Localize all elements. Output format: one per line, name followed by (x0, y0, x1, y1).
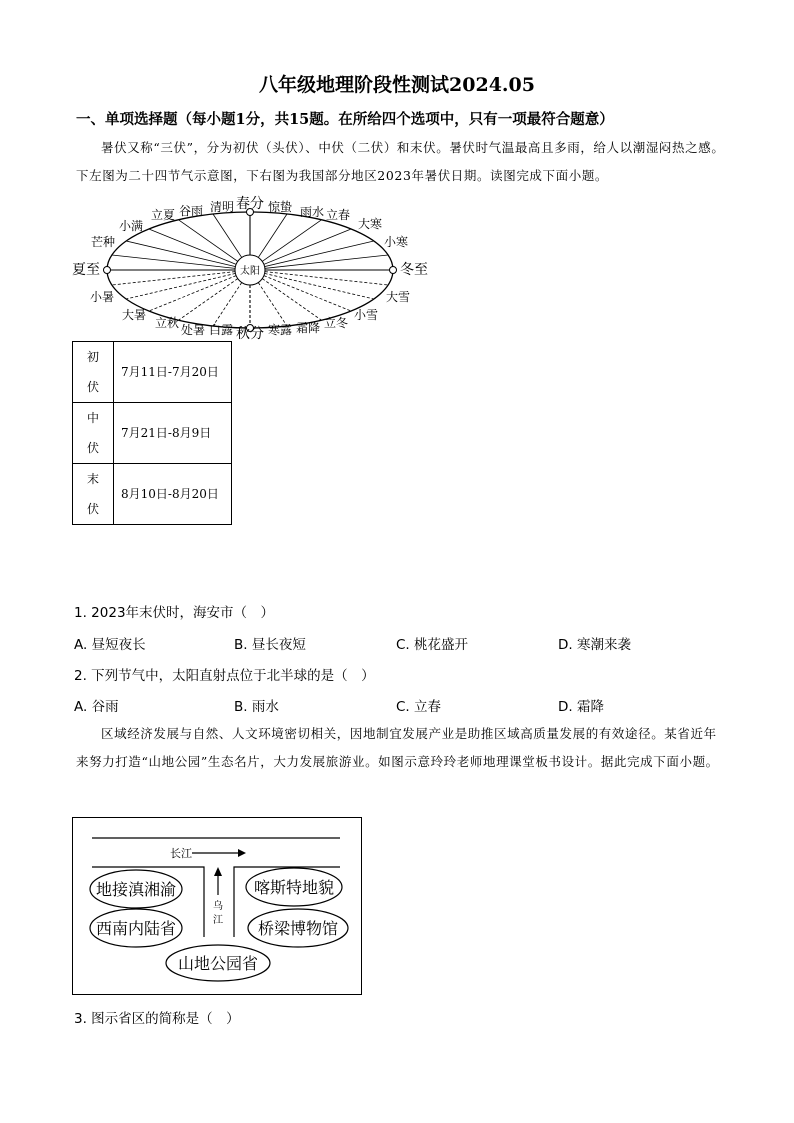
orbit-spoke (250, 270, 351, 311)
orbit-spoke (126, 241, 250, 270)
table-row (73, 403, 232, 464)
question-3-stem: 3. 图示省区的简称是（ ） (74, 1011, 240, 1027)
question-1-stem: 1. 2023年末伏时，海安市（ ） (74, 605, 275, 621)
period-dates-cell: 7月21日-8月9日 (114, 403, 232, 464)
q1-option-d[interactable]: D. 寒潮来袭 (558, 637, 631, 653)
period-dates-cell: 7月11日-7月20日 (114, 342, 232, 403)
term-label: 处暑 (180, 323, 206, 337)
q2-option-b[interactable]: B. 雨水 (234, 699, 279, 715)
table-row (73, 464, 232, 525)
page-title: 八年级地理阶段性测试2024.05 (259, 74, 535, 96)
sun-label: 太阳 (240, 266, 260, 277)
wujiang-label-1: 乌 (213, 901, 223, 912)
node-label: 西南内陆省 (95, 919, 177, 938)
q1-option-c[interactable]: C. 桃花盛开 (396, 637, 469, 653)
term-label: 大暑 (121, 308, 147, 322)
arrow-head-icon (214, 867, 222, 876)
node-label: 喀斯特地貌 (253, 878, 335, 897)
term-label: 小雪 (353, 308, 379, 322)
period-name-cell: 初 伏 (73, 342, 114, 403)
term-label: 小满 (118, 219, 144, 233)
intro-paragraph-1: 暑伏又称“三伏”，分为初伏（头伏）、中伏（二伏）和末伏。暑伏时气温最高且多雨，给人以潮湿闷热之感。下左图为二十四节气示意图，下右图为我国部分地区2023年暑伏日期。读图完成下面小题。 (76, 140, 725, 183)
yangtze-label: 长江 (170, 847, 192, 860)
orbit-spoke (250, 270, 374, 299)
arrow-head-icon (238, 849, 246, 857)
period-name-cell: 中 伏 (73, 403, 114, 464)
term-label: 小暑 (89, 290, 115, 304)
term-label: 清明 (209, 200, 235, 214)
orbit-spoke (250, 255, 388, 270)
solar-terms-diagram (70, 195, 440, 345)
q1-option-b[interactable]: B. 昼长夜短 (234, 637, 306, 653)
term-label: 立夏 (150, 208, 176, 222)
term-label: 冬至 (400, 262, 428, 278)
term-label: 雨水 (299, 205, 325, 219)
orbit-spoke (126, 270, 250, 299)
term-label: 立秋 (154, 316, 180, 330)
table-row (73, 342, 232, 403)
term-label: 寒露 (267, 323, 293, 337)
winter-solstice-marker (390, 267, 397, 274)
q2-option-c[interactable]: C. 立春 (396, 699, 442, 715)
fu-dates-table (72, 341, 232, 525)
orbit-spoke (250, 270, 388, 285)
term-label: 春分 (236, 196, 264, 212)
term-label: 霜降 (295, 321, 321, 335)
term-label: 惊蛰 (267, 200, 293, 214)
term-label: 夏至 (72, 262, 100, 278)
summer-solstice-marker (104, 267, 111, 274)
term-label: 秋分 (236, 326, 264, 342)
term-label: 立冬 (323, 316, 349, 330)
term-label: 芒种 (90, 235, 116, 249)
node-label: 桥梁博物馆 (257, 919, 339, 938)
blackboard-diagram (72, 817, 362, 995)
term-label: 大寒 (357, 217, 383, 231)
term-label: 小寒 (383, 235, 409, 249)
orbit-spoke (112, 270, 250, 285)
orbit-spoke (149, 270, 250, 311)
section-heading: 一、单项选择题（每小题1分，共15题。在所给四个选项中，只有一项最符合题意） (76, 111, 614, 128)
q2-option-a[interactable]: A. 谷雨 (74, 699, 119, 715)
term-label: 大雪 (385, 290, 411, 304)
orbit-spoke (250, 241, 374, 270)
question-2-stem: 2. 下列节气中，太阳直射点位于北半球的是（ ） (74, 668, 375, 684)
period-name-cell: 末 伏 (73, 464, 114, 525)
q2-option-d[interactable]: D. 霜降 (558, 699, 604, 715)
term-label: 谷雨 (178, 204, 204, 218)
orbit-spoke (112, 255, 250, 270)
period-dates-cell: 8月10日-8月20日 (114, 464, 232, 525)
wujiang-label-2: 江 (213, 915, 223, 926)
node-label: 地接滇湘渝 (95, 880, 177, 899)
node-label: 山地公园省 (177, 954, 259, 973)
intro-paragraph-2: 区域经济发展与自然、人文环境密切相关，因地制宜发展产业是助推区域高质量发展的有效途径。某省近年来努力打造“山地公园”生态名片，大力发展旅游业。如图示意玲玲老师地理课堂板书设计。据此完成下面小题。 (76, 726, 719, 769)
term-label: 立春 (325, 208, 351, 222)
term-label: 白露 (208, 323, 234, 337)
q1-option-a[interactable]: A. 昼短夜长 (74, 637, 146, 653)
